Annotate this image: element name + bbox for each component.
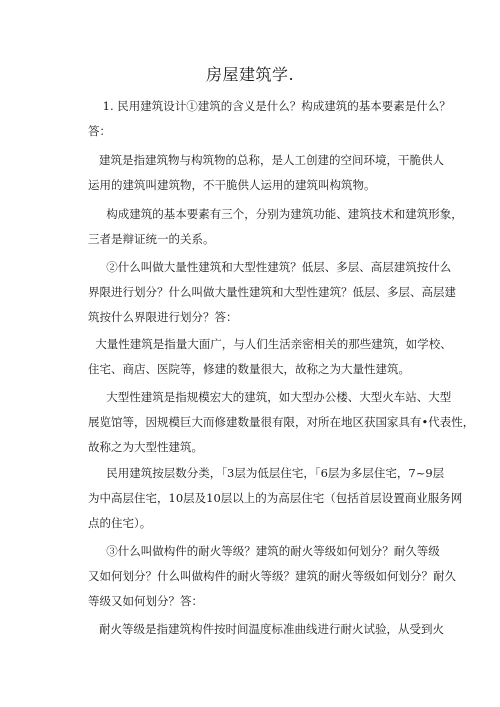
text-line: 又如何划分？什么叫做构件的耐火等级？建筑的耐火等级如何划分？耐久 <box>88 569 456 583</box>
paragraph-question-2 <box>88 255 456 330</box>
text-line: ②什么叫做大量性建筑和大型性建筑？低层、多层、高层建筑按什么 <box>88 260 452 274</box>
paragraph-answer-floor-classification <box>88 461 463 536</box>
paragraph-answer-definition <box>88 148 444 198</box>
text-line: 大型性建筑是指规模宏大的建筑，如大型办公楼、大型火车站、大型 <box>88 390 452 404</box>
text-line: 三者是辩证统一的关系。 <box>88 232 215 246</box>
text-line: 耐火等级是指建筑构件按时间温度标准曲线进行耐火试验，从受到火 <box>88 622 444 636</box>
paragraph-answer-fire-rating <box>88 617 444 642</box>
paragraph-answer-elements <box>88 202 463 252</box>
document-title: 房屋建筑学. <box>205 65 295 84</box>
paragraph-question-3 <box>88 539 456 614</box>
text-line: 故称之为大型性建筑。 <box>88 440 203 454</box>
text-line: 建筑是指建筑物与构筑物的总称，是人工创建的空间环境，干脆供人 <box>88 153 444 167</box>
paragraph-answer-large-buildings <box>88 385 475 460</box>
text-line: 答： <box>88 124 111 138</box>
text-line: 筑按什么界限进行划分？答： <box>88 310 238 324</box>
text-line: 为中高层住宅，10层及10层以上的为高层住宅（包括首层设置商业服务网 <box>88 491 463 505</box>
text-line: 界限进行划分？什么叫做大量性建筑和大型性建筑？低层、多层、高层建 <box>88 285 456 299</box>
text-line: 等级又如何划分？答： <box>88 594 203 608</box>
paragraph-question-1 <box>88 94 451 144</box>
text-line: 运用的建筑叫建筑物，不干脆供人运用的建筑叫构筑物。 <box>88 178 376 192</box>
text-line: 住宅、商店、医院等，修建的数量很大，故称之为大量性建筑。 <box>88 362 410 376</box>
text-line: 大量性建筑是指量大面广，与人们生活亲密相关的那些建筑，如学校、 <box>88 337 452 351</box>
text-line: 民用建筑按层数分类，「3层为低层住宅，「6层为多层住宅，7~9层 <box>88 466 445 480</box>
text-line: 展览馆等，因规模巨大而修建数量很有限，对所在地区获国家具有•代表性， <box>88 415 475 429</box>
text-line: 1. 民用建筑设计①建筑的含义是什么？构成建筑的基本要素是什么？ <box>88 99 451 113</box>
text-line: 构成建筑的基本要素有三个，分别为建筑功能、建筑技术和建筑形象， <box>88 207 463 221</box>
text-line: ③什么叫做构件的耐火等级？建筑的耐火等级如何划分？耐久等级 <box>88 544 440 558</box>
paragraph-answer-mass-buildings <box>88 332 452 382</box>
text-line: 点的住宅）。 <box>88 516 152 530</box>
